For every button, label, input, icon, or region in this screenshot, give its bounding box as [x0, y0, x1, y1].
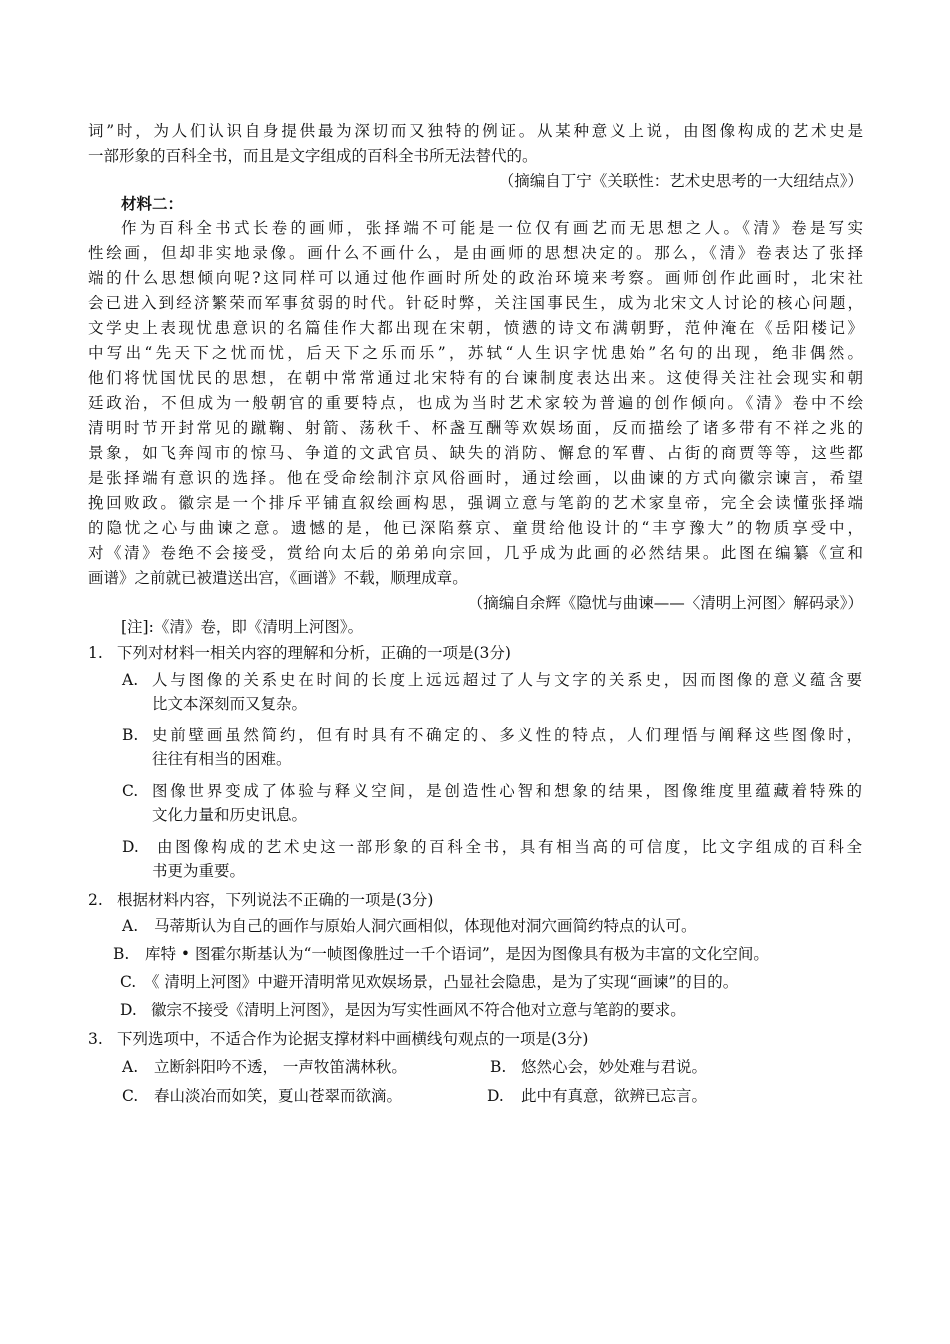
paragraph-line: 会已进入到经济繁荣而军事贫弱的时代。针砭时弊，关注国事民生，成为北宋文人讨论的核心问题，: [88, 294, 863, 312]
paragraph-line: 是张择端有意识的选择。他在受命绘制汴京风俗画时，通过绘画，以曲谏的方式向徽宗谏言，希望: [88, 469, 863, 487]
option-label: A.: [122, 1058, 139, 1076]
question-number: 1.: [88, 644, 103, 662]
option-text: 史前壁画虽然简约，但有时具有不确定的、多义性的特点，人们理悟与阐释这些图像时，: [152, 726, 862, 744]
option-label: B.: [122, 726, 139, 744]
paragraph-line: 的隐忧之心与曲谏之意。遗憾的是，他已深陷蔡京、童贯给他设计的“丰亨豫大”的物质享受中，: [88, 519, 863, 537]
paragraph-line: 性绘画，但却非实地录像。画什么不画什么，是由画师的思想决定的。那么，《清》卷表达了张择: [88, 244, 863, 262]
option-label: C.: [122, 782, 139, 800]
paragraph-line: 中写出“先天下之忧而忧，后天下之乐而乐”，苏轼“人生识字忧患始”名句的出现，绝非偶然。: [88, 344, 863, 362]
material1-line: 词”时，为人们认识自身提供最为深切而又独特的例证。从某种意义上说，由图像构成的艺术史是: [88, 122, 863, 140]
option-label: C.: [122, 1087, 139, 1105]
paragraph-line: 挽回败政。徽宗是一个排斥平铺直叙绘画构思，强调立意与笔韵的艺术家皇帝，完全会读懂张择端: [88, 494, 863, 512]
option-text: 立断斜阳吟不透， 一声牧笛满林秋。: [154, 1058, 407, 1076]
option-label: D.: [487, 1087, 504, 1105]
question-number: 3.: [88, 1030, 103, 1048]
option-label: D.: [122, 838, 139, 856]
option-text: 人与图像的关系史在时间的长度上远远超过了人与文字的关系史，因而图像的意义蕴含要: [152, 671, 862, 689]
option-text: 往往有相当的困难。: [152, 750, 292, 768]
paragraph-line: 端的什么思想倾向呢?这同样可以通过他作画时所处的政治环境来考察。画师创作此画时，北宋社: [88, 269, 863, 287]
paragraph-line: 清明时节开封常见的蹴鞠、射箭、荡秋千、杯盏互酬等欢娱场面，反而描绘了诸多带有不祥之兆的: [88, 419, 863, 437]
option-label: A.: [122, 671, 139, 689]
option-text: 图像世界变成了体验与释义空间，是创造性心智和想象的结果，图像维度里蕴藏着特殊的: [152, 782, 862, 800]
paragraph-line: 对《清》卷绝不会接受，赏给向太后的弟弟向宗回，几乎成为此画的必然结果。此图在编纂《宣和: [88, 544, 863, 562]
option-text: 由图像构成的艺术史这一部形象的百科全书，具有相当高的可信度，比文字组成的百科全: [157, 838, 862, 856]
question-stem: 下列对材料一相关内容的理解和分析，正确的一项是(3分): [117, 644, 511, 662]
option-text: 库特 • 图霍尔斯基认为“一帧图像胜过一千个语词”，是因为图像具有极为丰富的文化空间。: [145, 945, 769, 963]
question-number: 2.: [88, 891, 103, 909]
material2-note: [注]:《清》卷，即《清明上河图》。: [121, 618, 364, 636]
question-stem: 下列选项中，不适合作为论据支撑材料中画横线句观点的一项是(3分): [117, 1030, 589, 1048]
option-label: C.: [120, 973, 137, 991]
paragraph-line: 文学史上表现忧患意识的名篇佳作大都出现在宋朝，愤懑的诗文布满朝野，范仲淹在《岳阳楼记》: [88, 319, 863, 337]
option-text: 悠然心会，妙处难与君说。: [521, 1058, 708, 1076]
option-text: 此中有真意，欲辨已忘言。: [521, 1087, 708, 1105]
option-text: 文化力量和历史讯息。: [152, 806, 308, 824]
paragraph-line: 他们将忧国忧民的思想，在朝中常常通过北宋特有的台谏制度表达出来。这使得关注社会现实和朝: [88, 369, 863, 387]
option-label: B.: [113, 945, 130, 963]
paragraph-line: 景象，如飞奔闯市的惊马、争道的文武官员、缺失的消防、懈怠的军曹、占街的商贾等等，这些都: [88, 444, 863, 462]
option-text: 马蒂斯认为自己的画作与原始人洞穴画相似，体现他对洞穴画简约特点的认可。: [154, 917, 697, 935]
option-label: B.: [490, 1058, 507, 1076]
paragraph-line: 作为百科全书式长卷的画师，张择端不可能是一位仅有画艺而无思想之人。《清》卷是写实: [121, 219, 863, 237]
paragraph-line: 廷政治，不但成为一般朝官的重要特点，也成为当时艺术家较为普遍的创作倾向。《清》卷中不绘: [88, 394, 863, 412]
option-text: 徽宗不接受《清明上河图》，是因为写实性画风不符合他对立意与笔韵的要求。: [151, 1001, 686, 1019]
option-label: D.: [120, 1001, 137, 1019]
option-text: 比文本深刻而又复杂。: [152, 695, 308, 713]
option-text: 书更为重要。: [152, 862, 246, 880]
material1-source: （摘编自丁宁《关联性：艺术史思考的一大纽结点》）: [498, 172, 863, 190]
material2-heading: 材料二：: [121, 195, 184, 213]
option-text: 春山淡冶而如笑，夏山苍翠而欲滴。: [154, 1087, 403, 1105]
paragraph-line: 画谱》之前就已被遣送出宫，《画谱》不载，顺理成章。: [88, 569, 468, 587]
material1-line: 一部形象的百科全书，而且是文字组成的百科全书所无法替代的。: [88, 147, 538, 165]
question-stem: 根据材料内容，下列说法不正确的一项是(3分): [117, 891, 434, 909]
option-label: A.: [122, 917, 139, 935]
material2-source: （摘编自余辉《隐忧与曲谏——〈清明上河图〉解码录》）: [467, 594, 863, 612]
option-text: 《 清明上河图》中避开清明常见欢娱场景，凸显社会隐患，是为了实现“画谏”的目的。: [144, 973, 739, 991]
